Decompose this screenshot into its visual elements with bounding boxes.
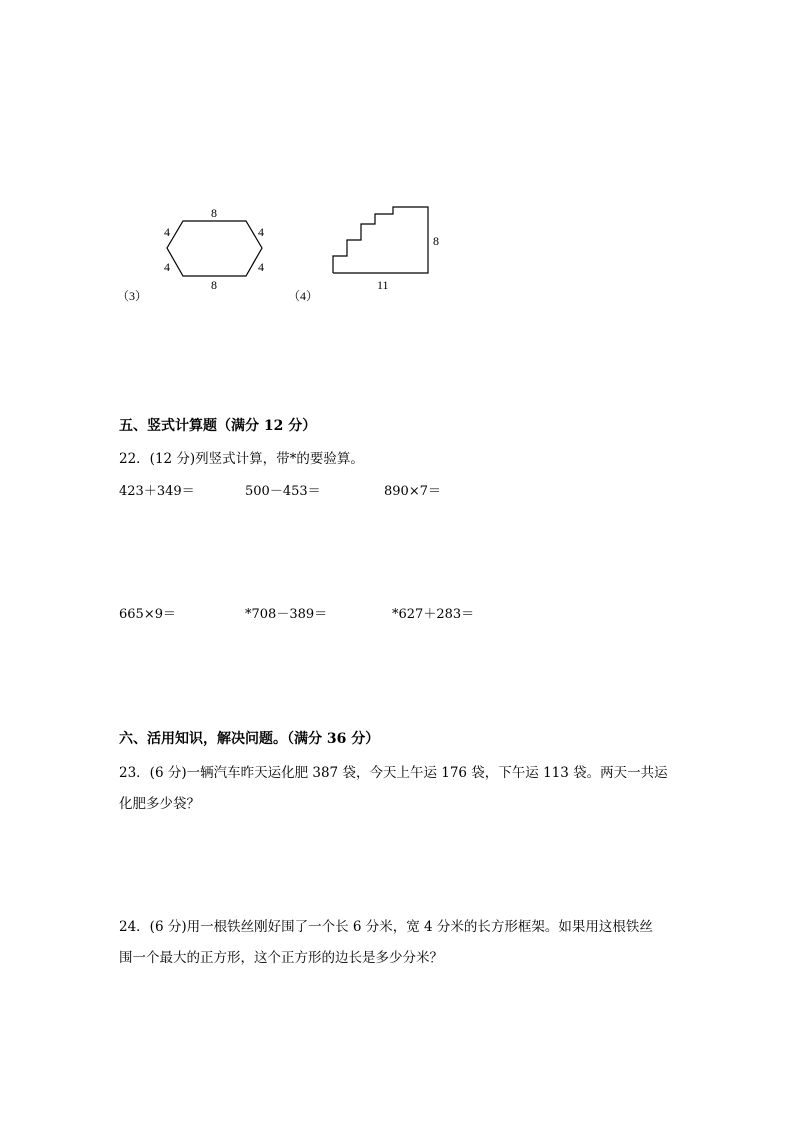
section6-heading: 六、活用知识，解决问题。（满分 36 分） — [119, 731, 380, 747]
calc-665-times-9: 665×9＝ — [119, 607, 176, 622]
hexagon-upper-left-label: 4 — [164, 225, 170, 239]
calc-890-times-7: 890×7＝ — [384, 484, 441, 499]
hexagon-lower-right-label: 4 — [258, 260, 264, 274]
hexagon-top-label: 8 — [211, 206, 217, 220]
question-24-line1: 24．(6 分)用一根铁丝刚好围了一个长 6 分米，宽 4 分米的长方形框架。如果用这根铁丝 — [119, 919, 653, 935]
question-23-line1: 23．(6 分)一辆汽车昨天运化肥 387 袋，今天上午运 176 袋，下午运 113 袋。两天一共运 — [119, 765, 668, 781]
calc-423-plus-349: 423＋349＝ — [119, 484, 195, 499]
staircase-shape — [333, 207, 428, 273]
staircase-height-label: 8 — [433, 234, 439, 248]
hexagon-lower-left-label: 4 — [164, 260, 170, 274]
staircase-base-label: 11 — [377, 278, 389, 292]
question-22-text: 22．(12 分)列竖式计算，带*的要验算。 — [119, 451, 364, 467]
hexagon-bottom-label: 8 — [211, 278, 217, 292]
figures-area — [0, 0, 794, 330]
calc-708-minus-389: *708－389＝ — [245, 607, 328, 622]
hexagon-shape — [167, 221, 262, 276]
section5-heading: 五、竖式计算题（满分 12 分） — [119, 418, 317, 434]
staircase-caption: （4） — [288, 289, 319, 303]
hexagon-upper-right-label: 4 — [258, 225, 264, 239]
hexagon-caption: （3） — [117, 289, 148, 303]
question-24-line2: 围一个最大的正方形，这个正方形的边长是多少分米？ — [119, 950, 443, 966]
calc-627-plus-283: *627＋283＝ — [392, 607, 475, 622]
calc-500-minus-453: 500－453＝ — [245, 484, 321, 499]
question-23-line2: 化肥多少袋？ — [119, 796, 200, 812]
